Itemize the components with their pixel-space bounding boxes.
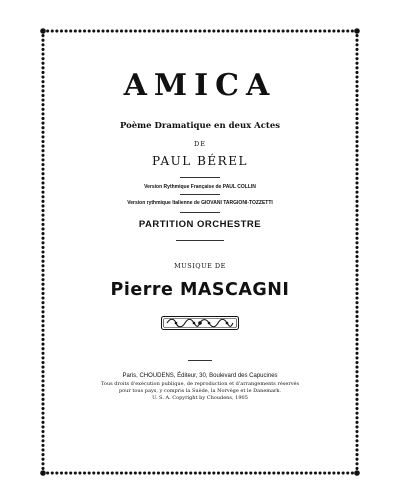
border-bead	[295, 29, 298, 32]
border-bead	[263, 29, 266, 32]
score-type: PARTITION ORCHESTRE	[138, 219, 262, 230]
border-bead	[355, 402, 358, 405]
border-bead	[277, 29, 280, 32]
border-bead	[323, 471, 326, 474]
border-bead	[217, 29, 220, 32]
border-bead	[355, 435, 358, 438]
border-bead	[175, 471, 178, 474]
border-bead	[41, 209, 44, 212]
border-bead	[97, 471, 100, 474]
border-bead	[162, 471, 165, 474]
decorative-scroll-ornament-icon	[161, 316, 239, 330]
divider-rule	[188, 360, 212, 361]
border-bead	[180, 471, 183, 474]
border-bead	[60, 471, 63, 474]
border-bead	[355, 250, 358, 253]
border-bead	[272, 471, 275, 474]
border-bead	[231, 471, 234, 474]
border-bead	[41, 439, 44, 442]
border-bead	[55, 471, 58, 474]
border-bead	[46, 471, 49, 474]
border-bead	[319, 29, 322, 32]
border-bead	[355, 112, 358, 115]
border-bead	[282, 29, 285, 32]
border-bead	[115, 29, 118, 32]
border-bead	[41, 329, 44, 332]
border-bead	[175, 29, 178, 32]
border-bead	[208, 29, 211, 32]
border-bead	[41, 57, 44, 60]
border-bead	[258, 29, 261, 32]
border-bead	[166, 471, 169, 474]
border-bead	[74, 29, 77, 32]
border-bead	[254, 471, 257, 474]
border-bead	[189, 471, 192, 474]
border-bead	[157, 29, 160, 32]
border-bead	[198, 471, 201, 474]
border-bead	[41, 195, 44, 198]
border-bead	[148, 471, 151, 474]
border-bead	[355, 430, 358, 433]
border-bead	[319, 471, 322, 474]
border-bead	[46, 29, 49, 32]
border-bead	[235, 471, 238, 474]
border-bead	[295, 471, 298, 474]
border-bead	[355, 246, 358, 249]
border-bead	[342, 29, 345, 32]
border-bead	[88, 29, 91, 32]
border-bead	[286, 471, 289, 474]
border-bead	[51, 29, 54, 32]
border-bead	[41, 352, 44, 355]
border-bead	[300, 471, 303, 474]
border-bead	[355, 241, 358, 244]
border-bead	[222, 471, 225, 474]
border-bead	[309, 29, 312, 32]
border-bead	[328, 29, 331, 32]
border-bead	[355, 108, 358, 111]
border-bead	[355, 366, 358, 369]
border-bead	[41, 117, 44, 120]
border-bead	[65, 29, 68, 32]
border-bead	[355, 62, 358, 65]
border-bead	[41, 435, 44, 438]
border-bead	[41, 177, 44, 180]
border-bead	[305, 29, 308, 32]
border-bead	[152, 471, 155, 474]
border-bead	[138, 471, 141, 474]
border-bead	[300, 29, 303, 32]
border-bead	[355, 34, 358, 37]
border-bead	[134, 471, 137, 474]
border-bead	[69, 29, 72, 32]
border-bead	[41, 366, 44, 369]
de-label: DE	[194, 140, 206, 148]
border-bead	[355, 149, 358, 152]
border-bead	[235, 29, 238, 32]
border-bead	[41, 273, 44, 276]
border-bead	[41, 43, 44, 46]
border-bead	[41, 453, 44, 456]
border-bead	[171, 471, 174, 474]
border-bead	[355, 177, 358, 180]
border-bead	[314, 29, 317, 32]
border-bead	[226, 29, 229, 32]
border-bead	[106, 471, 109, 474]
border-bead	[355, 320, 358, 323]
border-bead	[92, 471, 95, 474]
border-bead	[41, 458, 44, 461]
border-bead	[129, 471, 132, 474]
border-bead	[249, 29, 252, 32]
border-bead	[143, 29, 146, 32]
border-bead	[203, 471, 206, 474]
border-bead	[111, 471, 114, 474]
border-bead	[342, 471, 345, 474]
border-bead	[323, 29, 326, 32]
border-bead	[355, 39, 358, 42]
border-bead	[41, 416, 44, 419]
border-bead	[355, 214, 358, 217]
border-bead	[291, 471, 294, 474]
border-bead	[268, 29, 271, 32]
border-bead	[286, 29, 289, 32]
border-bead	[41, 310, 44, 313]
border-bead	[355, 191, 358, 194]
border-bead	[41, 333, 44, 336]
border-bead	[337, 29, 340, 32]
border-bead	[355, 453, 358, 456]
border-bead	[254, 29, 257, 32]
border-bead	[355, 421, 358, 424]
border-bead	[134, 29, 137, 32]
border-bead	[351, 29, 354, 32]
border-bead	[332, 471, 335, 474]
border-bead	[41, 135, 44, 138]
border-bead	[129, 29, 132, 32]
border-bead	[41, 407, 44, 410]
border-bead	[305, 471, 308, 474]
border-bead	[328, 471, 331, 474]
french-translation-credit: Version Rythmique Française de PAUL COLLIN	[144, 184, 256, 190]
border-bead	[355, 310, 358, 313]
border-bead	[245, 471, 248, 474]
border-bead	[212, 29, 215, 32]
work-title: AMICA	[123, 68, 277, 103]
border-bead	[355, 361, 358, 364]
border-bead	[41, 301, 44, 304]
border-bead	[355, 43, 358, 46]
border-bead	[355, 209, 358, 212]
border-bead	[51, 471, 54, 474]
border-bead	[55, 29, 58, 32]
border-bead	[41, 241, 44, 244]
border-bead	[41, 62, 44, 65]
border-bead	[185, 29, 188, 32]
border-bead	[189, 29, 192, 32]
border-bead	[65, 471, 68, 474]
border-bead	[60, 29, 63, 32]
border-bead	[355, 273, 358, 276]
border-bead	[355, 237, 358, 240]
musique-label: MUSIQUE DE	[174, 262, 226, 270]
border-bead	[212, 471, 215, 474]
border-bead	[355, 352, 358, 355]
border-bead	[120, 471, 123, 474]
border-bead	[226, 471, 229, 474]
border-bead	[157, 471, 160, 474]
border-bead	[245, 29, 248, 32]
work-subtitle: Poème Dramatique en deux Actes	[119, 121, 281, 131]
border-bead	[41, 448, 44, 451]
border-bead	[355, 52, 358, 55]
border-bead	[41, 250, 44, 253]
border-bead	[240, 29, 243, 32]
border-bead	[346, 29, 349, 32]
rights-notice-line: Tous droits d'exécution publique, de reproduction et d'arrangements réservés	[100, 381, 300, 387]
border-bead	[41, 246, 44, 249]
border-bead	[69, 471, 72, 474]
border-bead	[83, 29, 86, 32]
border-bead	[138, 29, 141, 32]
border-bead	[355, 195, 358, 198]
border-bead	[41, 112, 44, 115]
border-bead	[355, 338, 358, 341]
border-bead	[41, 237, 44, 240]
border-bead	[240, 471, 243, 474]
border-bead	[152, 29, 155, 32]
border-bead	[97, 29, 100, 32]
border-bead	[355, 343, 358, 346]
border-bead	[355, 306, 358, 309]
border-bead	[41, 34, 44, 37]
border-bead	[337, 471, 340, 474]
border-bead	[41, 108, 44, 111]
border-bead	[355, 347, 358, 350]
border-bead	[231, 29, 234, 32]
border-bead	[355, 439, 358, 442]
border-bead	[41, 421, 44, 424]
border-bead	[41, 52, 44, 55]
border-bead	[194, 471, 197, 474]
border-bead	[111, 29, 114, 32]
divider-rule	[180, 212, 220, 213]
border-bead	[125, 471, 128, 474]
border-bead	[185, 471, 188, 474]
divider-rule	[180, 177, 220, 178]
border-bead	[41, 343, 44, 346]
publisher-address: Paris, CHOUDENS, Éditeur, 30, Boulevard des Capucines	[122, 373, 278, 379]
border-bead	[106, 29, 109, 32]
border-bead	[41, 255, 44, 258]
border-bead	[355, 48, 358, 51]
border-bead	[41, 306, 44, 309]
border-bead	[355, 333, 358, 336]
border-bead	[355, 135, 358, 138]
border-bead	[355, 462, 358, 465]
border-bead	[41, 467, 44, 470]
border-bead	[120, 29, 123, 32]
border-bead	[198, 29, 201, 32]
border-bead	[217, 471, 220, 474]
border-bead	[78, 29, 81, 32]
border-bead	[309, 471, 312, 474]
border-bead	[162, 29, 165, 32]
border-bead	[355, 425, 358, 428]
border-bead	[282, 471, 285, 474]
border-bead	[355, 301, 358, 304]
border-bead	[355, 407, 358, 410]
border-bead	[355, 467, 358, 470]
border-bead	[115, 471, 118, 474]
border-bead	[268, 471, 271, 474]
border-bead	[143, 471, 146, 474]
border-bead	[41, 462, 44, 465]
border-bead	[355, 232, 358, 235]
border-bead	[249, 471, 252, 474]
librettist-name: PAUL BÉREL	[152, 154, 248, 168]
border-bead	[41, 191, 44, 194]
border-bead	[41, 347, 44, 350]
border-bead	[263, 471, 266, 474]
border-bead	[41, 172, 44, 175]
border-bead	[332, 29, 335, 32]
border-bead	[258, 471, 261, 474]
border-bead	[78, 471, 81, 474]
border-bead	[355, 416, 358, 419]
border-bead	[291, 29, 294, 32]
border-bead	[101, 29, 104, 32]
border-bead	[355, 412, 358, 415]
border-bead	[148, 29, 151, 32]
border-bead	[41, 48, 44, 51]
border-bead	[41, 232, 44, 235]
border-bead	[208, 471, 211, 474]
border-bead	[41, 430, 44, 433]
border-bead	[277, 471, 280, 474]
italian-translation-credit: Version rythmique Italienne de GIOVANI TARGIONI-TOZZETTI	[127, 200, 273, 206]
border-bead	[74, 471, 77, 474]
border-bead	[222, 29, 225, 32]
border-bead	[355, 324, 358, 327]
composer-name: Pierre MASCAGNI	[110, 280, 290, 300]
border-bead	[351, 471, 354, 474]
border-bead	[125, 29, 128, 32]
copyright-notice: U. S. A. Copyright by Choudens, 1905	[152, 395, 248, 401]
border-bead	[171, 29, 174, 32]
border-bead	[355, 356, 358, 359]
divider-rule	[176, 240, 224, 241]
border-bead	[355, 255, 358, 258]
border-bead	[272, 29, 275, 32]
border-bead	[101, 471, 104, 474]
border-bead	[355, 329, 358, 332]
border-bead	[41, 444, 44, 447]
border-bead	[166, 29, 169, 32]
border-bead	[41, 315, 44, 318]
border-bead	[355, 315, 358, 318]
border-bead	[41, 412, 44, 415]
border-bead	[355, 444, 358, 447]
border-bead	[41, 338, 44, 341]
border-bead	[194, 29, 197, 32]
divider-rule	[180, 194, 220, 195]
border-bead	[180, 29, 183, 32]
border-bead	[41, 149, 44, 152]
border-bead	[92, 29, 95, 32]
border-bead	[41, 320, 44, 323]
border-bead	[41, 39, 44, 42]
border-bead	[41, 324, 44, 327]
border-bead	[314, 471, 317, 474]
rights-notice-line: pour tous pays, y compris la Suède, la Norvège et le Danemark.	[118, 388, 282, 394]
border-bead	[355, 448, 358, 451]
border-bead	[355, 117, 358, 120]
border-bead	[41, 425, 44, 428]
border-bead	[41, 402, 44, 405]
border-bead	[88, 471, 91, 474]
border-bead	[355, 172, 358, 175]
border-bead	[346, 471, 349, 474]
border-bead	[355, 458, 358, 461]
border-bead	[41, 361, 44, 364]
border-bead	[83, 471, 86, 474]
border-bead	[203, 29, 206, 32]
border-bead	[355, 57, 358, 60]
border-bead	[41, 214, 44, 217]
border-bead	[41, 356, 44, 359]
